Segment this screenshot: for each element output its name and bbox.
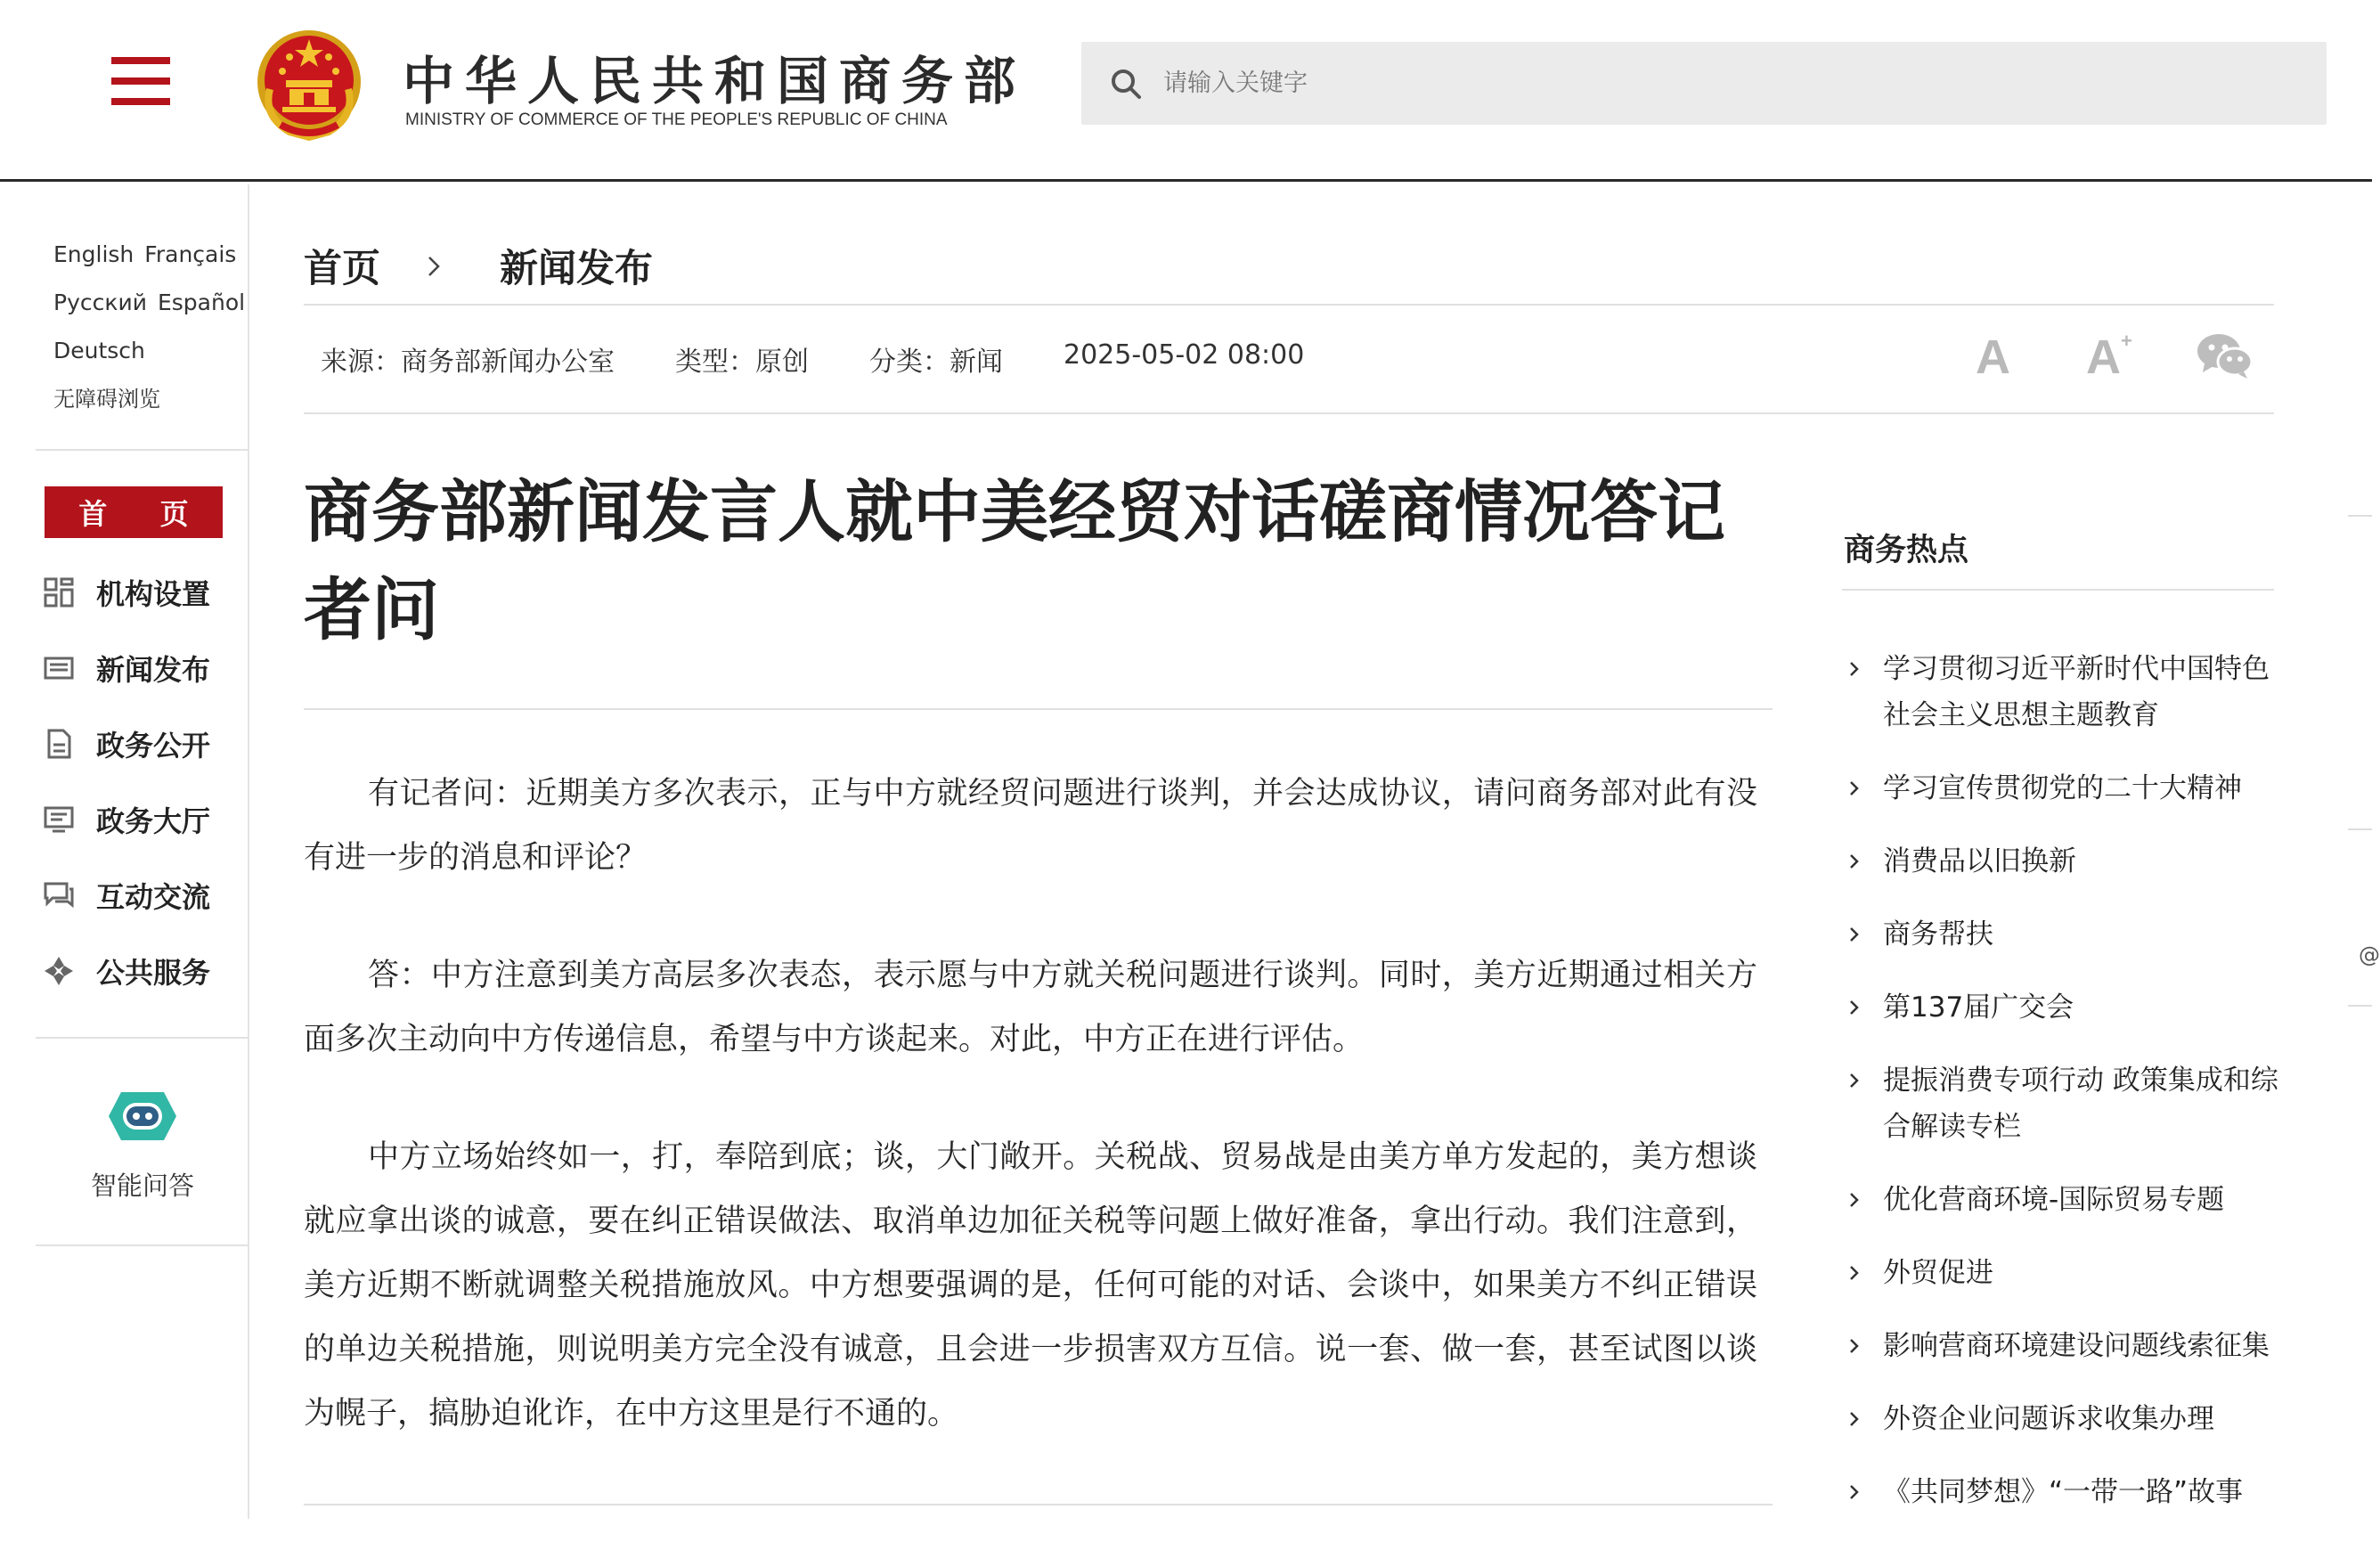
lang-russian-link[interactable]: Русский — [53, 290, 147, 315]
accessible-browse-link[interactable]: 无障碍浏览 — [53, 387, 160, 412]
hot-topic-label: 《共同梦想》“一带一路”故事 — [1883, 1476, 2244, 1508]
hot-topic-item[interactable] — [1844, 1177, 2280, 1223]
news-icon — [43, 652, 75, 684]
divider — [304, 1504, 1773, 1505]
hot-topic-label: 第137届广交会 — [1883, 991, 2074, 1024]
chevron-right-icon — [1847, 779, 1862, 797]
document-icon — [43, 728, 75, 760]
hot-topic-item[interactable] — [1844, 984, 2280, 1031]
breadcrumb-current-link[interactable]: 新闻发布 — [500, 247, 653, 291]
edge-divider — [2348, 1005, 2372, 1007]
font-size-increase-button[interactable] — [2086, 330, 2132, 385]
meta-source: 来源：商务部新闻办公室 — [321, 347, 615, 378]
divider — [304, 412, 2274, 414]
meta-type: 类型：原创 — [675, 347, 809, 378]
sidebar-item-label: 机构设置 — [96, 577, 211, 611]
site-header — [0, 0, 2372, 182]
service-icon — [43, 955, 75, 987]
search-bar — [1081, 42, 2327, 125]
hot-topic-label: 学习宣传贯彻党的二十大精神 — [1883, 772, 2242, 804]
sidebar-item-government-affairs[interactable] — [43, 722, 210, 766]
hot-topic-label: 商务帮扶 — [1883, 918, 1993, 950]
lang-english-link[interactable]: English — [53, 241, 134, 267]
left-sidebar — [0, 184, 249, 1519]
site-title: 中华人民共和国商务部 — [403, 51, 1027, 111]
language-links — [53, 231, 256, 423]
hot-topic-label: 学习贯彻习近平新时代中国特色社会主义思想主题教育 — [1883, 653, 2270, 731]
font-increase-label: A — [2086, 330, 2121, 384]
chevron-right-icon — [1847, 1264, 1862, 1282]
sidebar-item-label: 新闻发布 — [96, 653, 211, 687]
sidebar-item-organization[interactable] — [43, 570, 210, 615]
edge-divider — [2348, 515, 2372, 517]
hot-topic-item[interactable] — [1844, 1396, 2280, 1442]
search-input[interactable] — [1163, 69, 2277, 97]
divider — [304, 304, 2274, 306]
sidebar-divider — [36, 1244, 248, 1246]
sidebar-divider — [36, 449, 248, 451]
hot-topic-item[interactable] — [1844, 1323, 2280, 1369]
article-title: 商务部新闻发言人就中美经贸对话磋商情况答记者问 — [304, 472, 1725, 649]
search-icon[interactable] — [1108, 66, 1144, 102]
article-paragraph: 中方立场始终如一，打，奉陪到底；谈，大门敞开。关税战、贸易战是由美方单方发起的，美方想谈就应拿出谈的诚意，要在纠正错误做法、取消单边加征关税等问题上做好准备，拿出行动。我们注意到，美方近期不断就调整关税措施放风。中方想要强调的是，任何可能的对话、会谈中，如果美方不纠正错误的单边关税措施，则说明美方完全没有诚意，且会进一步损害双方互信。说一套、做一套，甚至试图以谈为幌子，搞胁迫讹诈，在中方这里是行不通的。 — [304, 1139, 1757, 1432]
hot-topic-item[interactable] — [1844, 911, 2280, 958]
article-paragraph: 有记者问：近期美方多次表示，正与中方就经贸问题进行谈判，并会达成协议，请问商务部对此有没有进一步的消息和评论？ — [304, 776, 1757, 876]
lang-german-link[interactable]: Deutsch — [53, 338, 145, 363]
breadcrumb — [304, 239, 653, 293]
plus-icon: + — [2121, 330, 2132, 352]
lang-french-link[interactable]: Français — [144, 241, 237, 267]
edge-widget-text[interactable]: @ — [2359, 942, 2380, 967]
chevron-right-icon — [1847, 1337, 1862, 1355]
hot-topic-item[interactable] — [1844, 1057, 2280, 1150]
chat-icon — [43, 879, 75, 911]
sidebar-item-public-service[interactable] — [43, 949, 210, 993]
hot-topic-label: 外资企业问题诉求收集办理 — [1883, 1403, 2214, 1435]
hot-topic-item[interactable] — [1844, 838, 2280, 885]
edge-divider — [2348, 828, 2372, 830]
national-emblem-logo[interactable] — [254, 27, 365, 144]
chevron-right-icon — [1847, 660, 1862, 678]
lang-spanish-link[interactable]: Español — [157, 290, 246, 315]
chevron-right-icon — [1847, 1410, 1862, 1428]
chevron-right-icon — [1847, 853, 1862, 870]
hot-topic-label: 外贸促进 — [1883, 1257, 1993, 1289]
chevron-right-icon — [1847, 1072, 1862, 1089]
org-grid-icon — [43, 576, 75, 608]
hot-topic-item[interactable] — [1844, 646, 2280, 738]
hot-topic-label: 优化营商环境-国际贸易专题 — [1883, 1184, 2225, 1216]
hot-topic-label: 消费品以旧换新 — [1883, 845, 2076, 877]
chevron-right-icon — [1847, 999, 1862, 1016]
article-body — [304, 762, 1757, 1499]
sidebar-divider — [36, 1037, 248, 1039]
smart-assistant-robot-icon[interactable] — [102, 1087, 183, 1146]
breadcrumb-home-link[interactable]: 首页 — [304, 247, 380, 291]
hot-topic-item[interactable] — [1844, 765, 2280, 812]
sidebar-item-label: 政务公开 — [96, 729, 211, 763]
site-subtitle: MINISTRY OF COMMERCE OF THE PEOPLE'S REPUBLIC OF CHINA — [405, 110, 948, 129]
divider — [304, 708, 1773, 710]
hot-topic-item[interactable] — [1844, 1250, 2280, 1296]
menu-icon[interactable] — [111, 57, 170, 105]
divider — [1842, 589, 2274, 591]
article-paragraph: 答：中方注意到美方高层多次表态，表示愿与中方就关税问题进行谈判。同时，美方近期通过相关方面多次主动向中方传递信息，希望与中方谈起来。对此，中方正在进行评估。 — [304, 958, 1757, 1057]
monitor-icon — [43, 804, 75, 836]
sidebar-item-service-hall[interactable] — [43, 797, 210, 842]
sidebar-item-label: 互动交流 — [96, 880, 211, 914]
article-meta — [321, 339, 1365, 379]
hot-topic-item[interactable] — [1844, 1469, 2280, 1515]
font-size-large-button[interactable]: A — [1976, 330, 2010, 384]
chevron-right-icon — [423, 256, 444, 277]
hot-topic-label: 影响营商环境建设问题线索征集 — [1883, 1330, 2270, 1362]
sidebar-item-label: 政务大厅 — [96, 804, 211, 838]
meta-datetime: 2025-05-02 08:00 — [1064, 339, 1305, 371]
sidebar-item-news[interactable] — [43, 646, 210, 690]
meta-category: 分类：新闻 — [869, 347, 1003, 378]
sidebar-home-button[interactable]: 首 页 — [45, 486, 223, 538]
hot-topics-list — [1844, 646, 2280, 1542]
chevron-right-icon — [1847, 1483, 1862, 1501]
smart-assistant-label[interactable]: 智能问答 — [90, 1171, 194, 1201]
sidebar-item-interaction[interactable] — [43, 873, 210, 918]
hot-topics-title: 商务热点 — [1844, 533, 1969, 568]
sidebar-item-label: 公共服务 — [96, 956, 211, 990]
hot-topic-label: 提振消费专项行动 政策集成和综合解读专栏 — [1883, 1065, 2278, 1143]
wechat-share-icon[interactable] — [2196, 331, 2253, 379]
chevron-right-icon — [1847, 1191, 1862, 1209]
chevron-right-icon — [1847, 926, 1862, 943]
